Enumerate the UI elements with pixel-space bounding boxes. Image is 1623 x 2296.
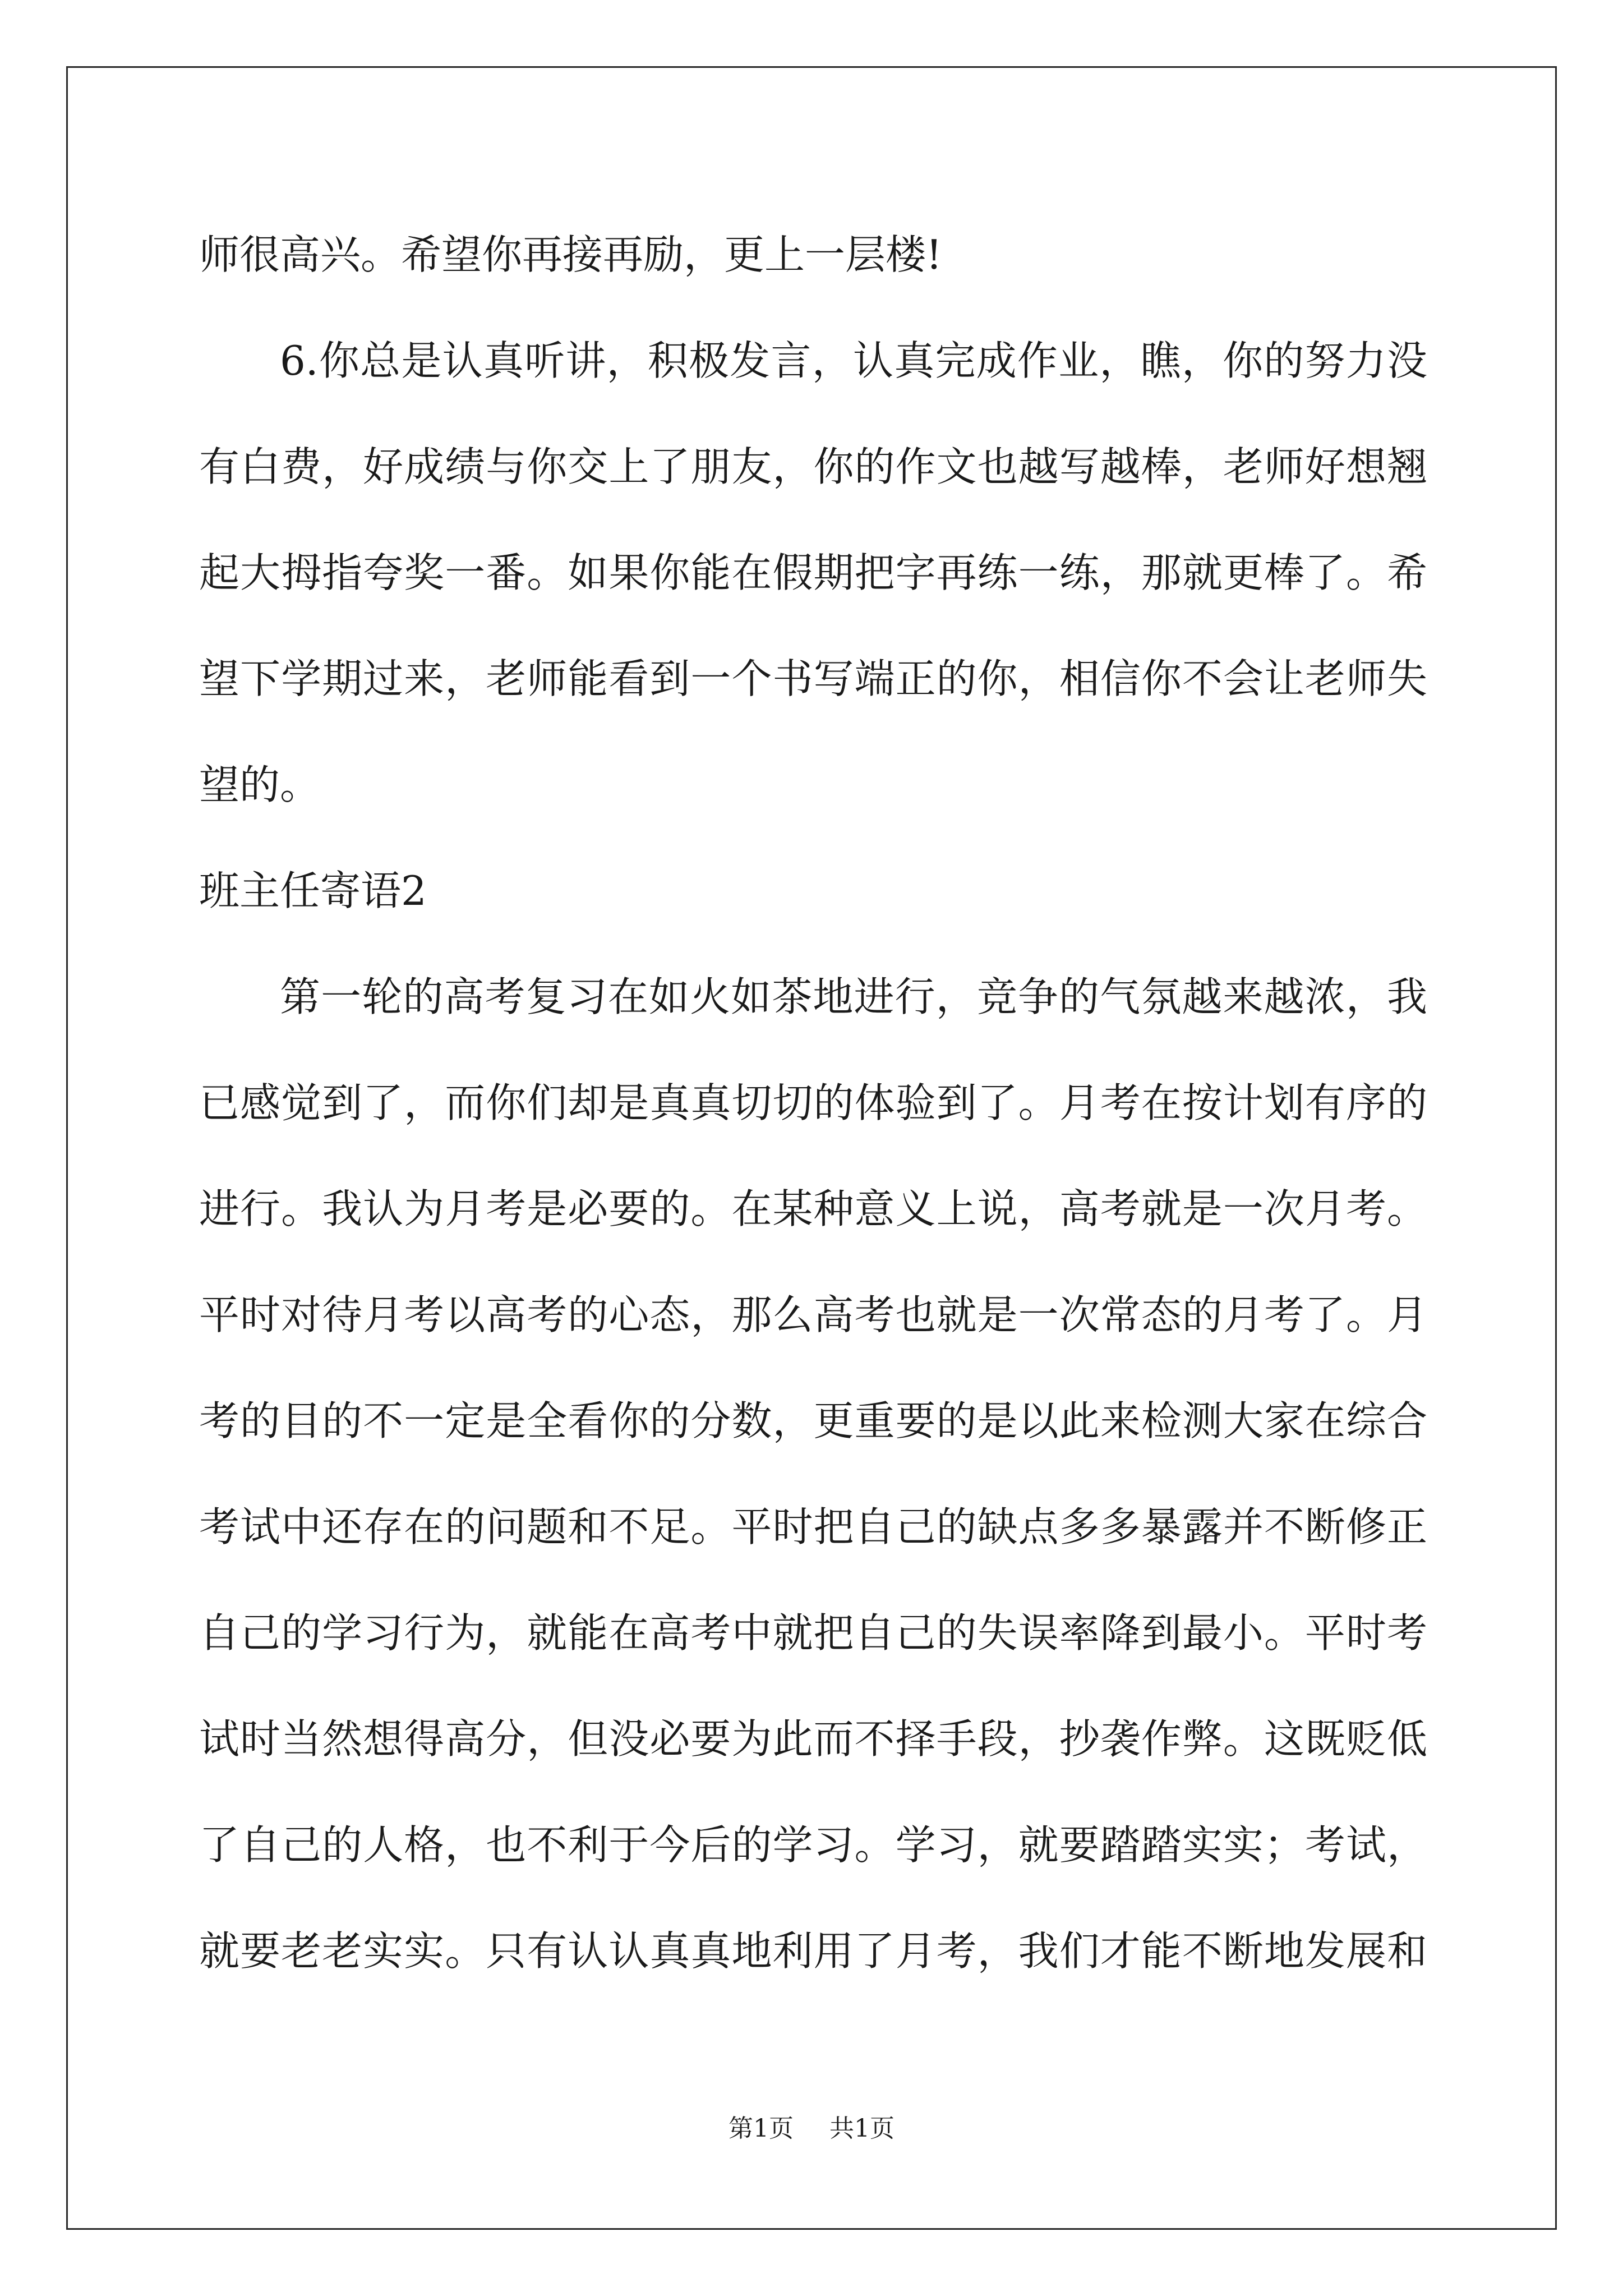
paragraph-line: 有白费，好成绩与你交上了朋友，你的作文也越写越棒，老师好想翘 [199,443,1427,490]
paragraph-line: 进行。我认为月考是必要的。在某种意义上说，高考就是一次月考。 [199,1185,1427,1232]
paragraph-line: 考的目的不一定是全看你的分数，更重要的是以此来检测大家在综合 [199,1397,1427,1444]
page-number-total: 共1页 [829,2114,895,2143]
paragraph-line: 考试中还存在的问题和不足。平时把自己的缺点多多暴露并不断修正 [199,1503,1427,1550]
paragraph-line: 平时对待月考以高考的心态，那么高考也就是一次常态的月考了。月 [199,1291,1427,1338]
paragraph-line: 师很高兴。希望你再接再励，更上一层楼! [199,231,942,278]
section-heading: 班主任寄语2 [199,867,427,914]
paragraph-line: 了自己的人格，也不利于今后的学习。学习，就要踏踏实实；考试， [199,1821,1427,1869]
paragraph-line: 起大拇指夸奖一番。如果你能在假期把字再练一练，那就更棒了。希 [199,549,1427,596]
paragraph-line: 6.你总是认真听讲，积极发言，认真完成作业，瞧，你的努力没 [280,337,1427,384]
page-number-current: 第1页 [728,2114,794,2143]
paragraph-line: 自己的学习行为，就能在高考中就把自己的失误率降到最小。平时考 [199,1609,1427,1657]
paragraph-line: 望下学期过来，老师能看到一个书写端正的你，相信你不会让老师失 [199,655,1427,702]
page-footer [0,2112,1623,2146]
paragraph-line: 望的。 [199,761,321,808]
paragraph-line: 已感觉到了，而你们却是真真切切的体验到了。月考在按计划有序的 [199,1079,1427,1126]
paragraph-line: 就要老老实实。只有认认真真地利用了月考，我们才能不断地发展和 [199,1927,1427,1975]
document-body [199,202,1427,2004]
paragraph-line: 第一轮的高考复习在如火如茶地进行，竞争的气氛越来越浓，我 [280,973,1427,1020]
paragraph-line: 试时当然想得高分，但没必要为此而不择手段，抄袭作弊。这既贬低 [199,1715,1427,1763]
